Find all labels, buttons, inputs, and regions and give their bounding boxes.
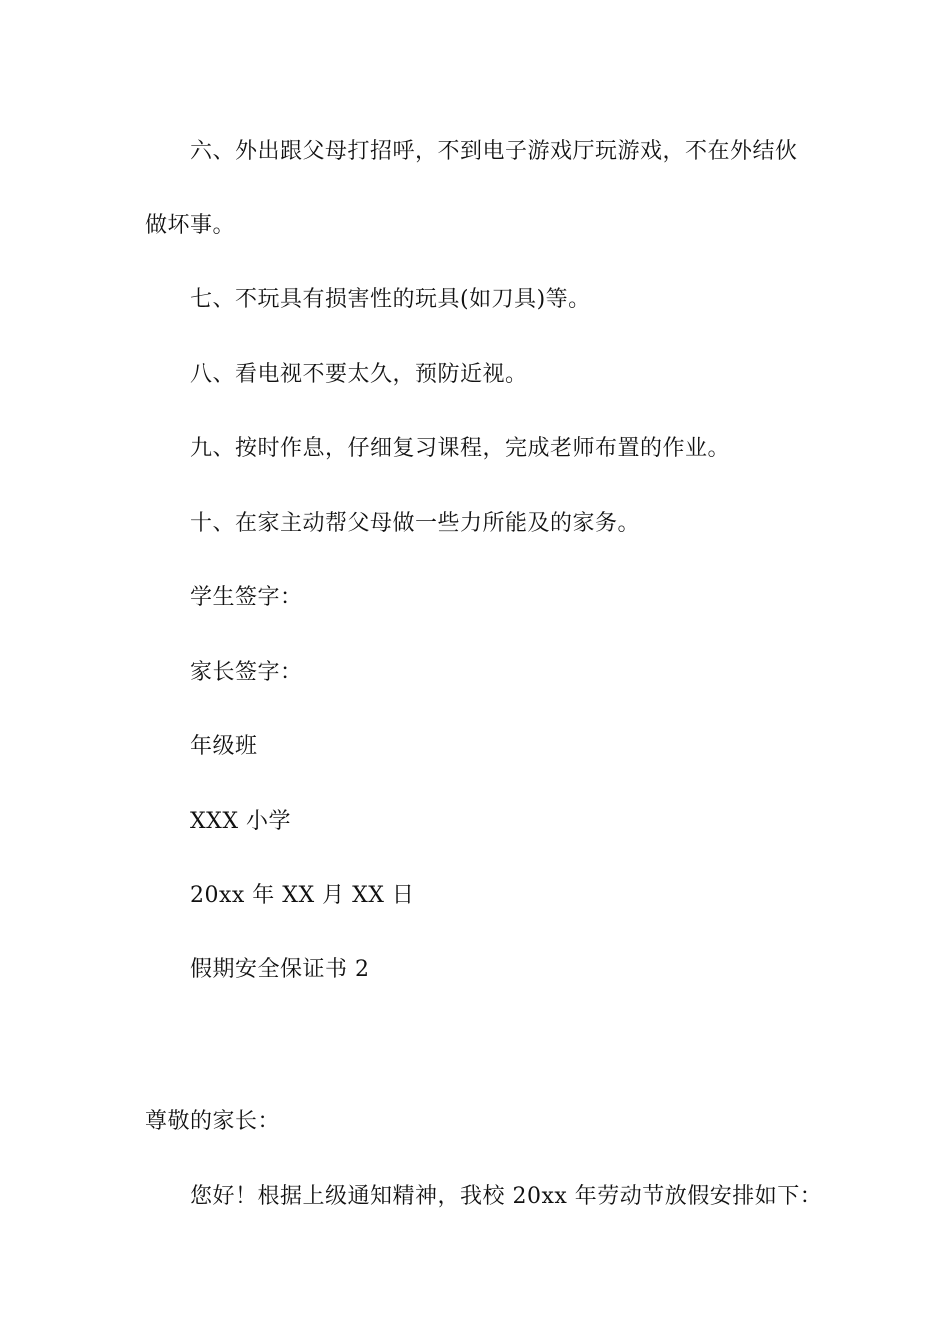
item-seven: 七、不玩具有损害性的玩具(如刀具)等。: [190, 287, 591, 312]
parent-signature-label: 家长签字：: [190, 660, 303, 685]
grade-class-label: 年级班: [190, 734, 258, 759]
section-title: 假期安全保证书 2: [190, 957, 370, 982]
student-signature-label: 学生签字：: [190, 585, 303, 610]
item-eight: 八、看电视不要太久，预防近视。: [190, 362, 528, 387]
greeting-paragraph: 您好！根据上级通知精神，我校 20xx 年劳动节放假安排如下：: [190, 1184, 823, 1209]
salutation: 尊敬的家长：: [145, 1109, 281, 1134]
item-nine: 九、按时作息，仔细复习课程，完成老师布置的作业。: [190, 436, 731, 461]
document-date: 20xx 年 XX 月 XX 日: [190, 883, 415, 908]
school-name: XXX 小学: [190, 809, 291, 834]
item-six-line-2: 做坏事。: [145, 213, 236, 238]
item-ten: 十、在家主动帮父母做一些力所能及的家务。: [190, 511, 641, 536]
item-six-line-1: 六、外出跟父母打招呼，不到电子游戏厅玩游戏，不在外结伙: [190, 139, 798, 164]
